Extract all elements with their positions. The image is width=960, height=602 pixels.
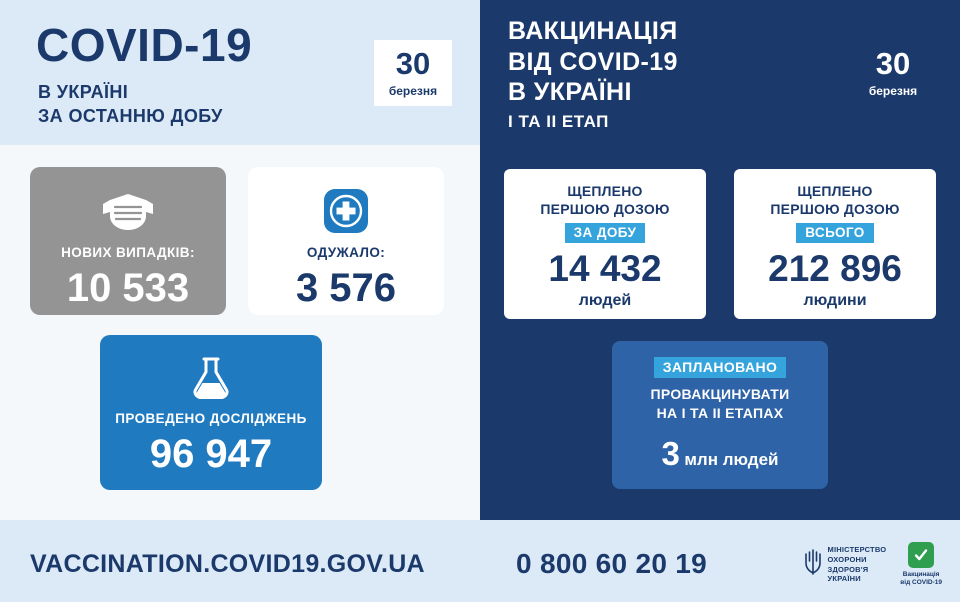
- vaccination-card-daily-unit: людей: [578, 292, 632, 309]
- header-right-title-line2: ВІД COVID-19: [508, 47, 678, 76]
- green-check-badge-icon: [908, 542, 934, 568]
- footer: [0, 520, 960, 602]
- header-right-vaccination: [480, 0, 960, 145]
- planned-vaccination-value-unit: млн людей: [684, 449, 779, 469]
- date-badge-right: [854, 40, 932, 106]
- header-left-subtitle: [38, 80, 223, 129]
- vaccination-brand-label: [900, 571, 942, 587]
- ministry-line2: ОХОРОНИ: [827, 555, 867, 565]
- left-panel: [0, 145, 480, 520]
- ministry-of-health-label: [828, 545, 887, 583]
- vaccination-card-total-title-line1: ЩЕПЛЕНО: [797, 183, 873, 199]
- stat-card-recovered: [248, 167, 444, 315]
- footer-website-link[interactable]: VACCINATION.COVID19.GOV.UA: [30, 550, 425, 578]
- ministry-line4: УКРАЇНИ: [827, 574, 861, 584]
- vaccination-card-daily-value: 14 432: [548, 248, 662, 289]
- stat-card-new-cases-label: НОВИХ ВИПАДКІВ:: [61, 245, 195, 260]
- date-badge-right-month: березня: [868, 84, 918, 98]
- lab-flask-icon: [185, 349, 237, 405]
- date-badge-left-month: березня: [388, 84, 438, 98]
- vaccination-card-total: [734, 169, 936, 319]
- vaccination-card-total-title-line2: ПЕРШОЮ ДОЗОЮ: [770, 200, 900, 217]
- stat-card-recovered-value: 3 576: [295, 266, 397, 310]
- vaccination-card-total-tag: ВСЬОГО: [796, 223, 873, 243]
- header-left-subtitle-line1: В УКРАЇНІ: [38, 82, 129, 102]
- vaccination-card-daily-tag: ЗА ДОБУ: [565, 223, 646, 243]
- stat-card-tests-label: ПРОВЕДЕНО ДОСЛІДЖЕНЬ: [115, 411, 307, 426]
- footer-logos: [804, 542, 942, 587]
- planned-vaccination-text: [651, 385, 790, 423]
- header-right-title: [508, 16, 678, 108]
- vaccination-card-total-title: [770, 183, 899, 218]
- planned-vaccination-text-line1: ПРОВАКЦИНУВАТИ: [650, 386, 790, 402]
- ministry-of-health-logo: [804, 545, 887, 583]
- vaccination-card-daily: [504, 169, 706, 319]
- face-mask-icon: [100, 183, 156, 239]
- stat-card-tests: [100, 335, 322, 490]
- medical-cross-shield-icon: [320, 183, 372, 239]
- header-right-stage: I ТА II ЕТАП: [508, 112, 609, 131]
- header: [0, 0, 960, 145]
- vaccination-brand-line2: від COVID-19: [900, 579, 942, 587]
- header-left-covid: [0, 0, 480, 145]
- vaccination-card-daily-title-line1: ЩЕПЛЕНО: [567, 183, 643, 199]
- date-badge-left: [374, 40, 452, 106]
- header-right-title-line3: В УКРАЇНІ: [508, 78, 632, 106]
- planned-vaccination-value-row: [662, 435, 779, 473]
- stat-card-tests-value: 96 947: [149, 432, 273, 476]
- planned-vaccination-tag: ЗАПЛАНОВАНО: [654, 357, 787, 378]
- ministry-line3: ЗДОРОВ'Я: [827, 564, 869, 574]
- stat-card-recovered-label: ОДУЖАЛО:: [306, 245, 386, 260]
- stat-card-new-cases-value: 10 533: [66, 266, 190, 310]
- planned-vaccination-value: 3: [661, 434, 680, 472]
- ministry-line1: МІНІСТЕРСТВО: [827, 545, 887, 555]
- vaccination-card-total-value: 212 896: [768, 248, 902, 289]
- vaccination-brand-line1: Вакцинація: [902, 571, 940, 578]
- page-title: COVID-19: [36, 19, 253, 71]
- header-right-title-line1: ВАКЦИНАЦІЯ: [508, 17, 678, 45]
- vaccination-card-daily-title-line2: ПЕРШОЮ ДОЗОЮ: [540, 200, 670, 217]
- vaccination-card-daily-title: [540, 183, 669, 218]
- header-left-subtitle-line2: ЗА ОСТАННЮ ДОБУ: [38, 106, 223, 127]
- ukraine-trident-icon: [804, 549, 822, 580]
- footer-hotline-phone[interactable]: 0 800 60 20 19: [516, 548, 708, 579]
- right-panel: [480, 145, 960, 520]
- stat-card-new-cases: [30, 167, 226, 315]
- planned-vaccination-text-line2: НА I ТА II ЕТАПАХ: [656, 404, 784, 421]
- date-badge-left-day: 30: [395, 46, 431, 81]
- planned-vaccination-card: [612, 341, 828, 489]
- vaccination-card-total-unit: людини: [803, 292, 867, 309]
- date-badge-right-day: 30: [875, 46, 911, 81]
- vaccination-brand-logo: [900, 542, 942, 587]
